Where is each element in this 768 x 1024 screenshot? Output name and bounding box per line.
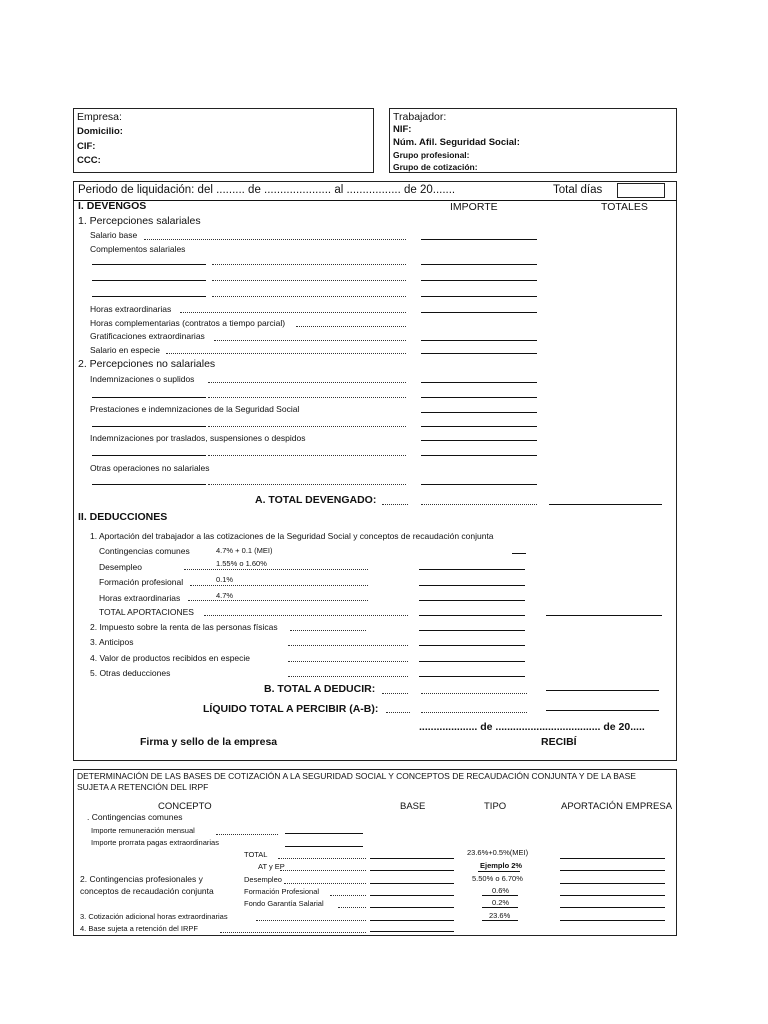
trabajador-label: Trabajador:: [393, 111, 447, 123]
bases-desempleo-label: Desempleo: [244, 875, 282, 884]
perc-no-salariales-heading: 2. Percepciones no salariales: [78, 358, 216, 370]
total-aport-dots: [204, 615, 408, 616]
bases-formacion-tipo: 0.6%: [492, 886, 510, 895]
total-deducir-total[interactable]: [546, 690, 659, 691]
total-deducir-dots-1: [382, 693, 408, 694]
total-devengado-dots-1: [382, 504, 408, 505]
bases-formacion-base[interactable]: [370, 895, 454, 896]
recibi-label: RECIBÍ: [541, 736, 577, 748]
at-ep-tipo-line: [478, 871, 520, 872]
total-aport-importe[interactable]: [419, 615, 525, 616]
horas-extra-label: Horas extraordinarias: [90, 304, 172, 314]
fogasa-label: Fondo Garantía Salarial: [244, 899, 324, 908]
gratificaciones-dots: [214, 340, 406, 341]
salario-especie-dots: [166, 353, 406, 354]
horas-comp-label: Horas complementarias (contratos a tiempo parcial): [90, 318, 286, 328]
formacion-label: Formación profesional: [99, 577, 184, 587]
cont-prof-label: 2. Contingencias profesionales y: [80, 874, 203, 884]
bases-formacion-aport[interactable]: [560, 895, 665, 896]
grupo-cot-label: Grupo de cotización:: [393, 162, 478, 172]
cot-adic-dots: [256, 920, 366, 921]
total-aport-label: TOTAL APORTACIONES: [99, 607, 194, 617]
empresa-box: [73, 108, 374, 173]
aportacion-empresa-heading: APORTACIÓN EMPRESA: [561, 801, 673, 812]
base-irpf-label: 4. Base sujeta a retención del IRPF: [80, 924, 198, 933]
tipo-heading: TIPO: [484, 801, 507, 812]
imp-prorrata-label: Importe prorrata pagas extraordinarias: [91, 838, 219, 847]
fecha-line: .................... de .................................... de 20.....: [419, 721, 645, 733]
totales-heading: TOTALES: [601, 201, 648, 213]
valor-prod-label: 4. Valor de productos recibidos en especie: [90, 653, 251, 663]
indem-traslados-dots-2: [208, 455, 406, 456]
otras-ded-label: 5. Otras deducciones: [90, 668, 171, 678]
complemento-2-importe[interactable]: [421, 280, 537, 281]
complemento-3-importe[interactable]: [421, 296, 537, 297]
liquido-total[interactable]: [546, 710, 659, 711]
total-aport-total[interactable]: [546, 615, 662, 616]
bases-total-tipo: 23.6%+0.5%(MEI): [467, 848, 529, 857]
salario-especie-importe[interactable]: [421, 353, 537, 354]
indemnizaciones-label: Indemnizaciones o suplidos: [90, 374, 195, 384]
fogasa-aport[interactable]: [560, 907, 665, 908]
cif-label: CIF:: [77, 141, 96, 152]
bases-formacion-label: Formación Profesional: [244, 887, 320, 896]
valor-prod-importe[interactable]: [419, 661, 525, 662]
bases-total-label: TOTAL: [244, 850, 268, 859]
cont-comunes-pct: 4.7% + 0.1 (MEI): [216, 546, 273, 555]
total-dias-label: Total días: [553, 184, 603, 196]
anticipos-importe[interactable]: [419, 645, 525, 646]
anticipos-dots: [288, 645, 408, 646]
fogasa-tipo: 0.2%: [492, 898, 510, 907]
gratificaciones-label: Gratificaciones extraordinarias: [90, 331, 205, 341]
bases-desempleo-aport[interactable]: [560, 883, 665, 884]
indemnizaciones-dots: [208, 382, 406, 383]
otras-op-label: Otras operaciones no salariales: [90, 463, 210, 473]
total-devengado-total[interactable]: [549, 504, 662, 505]
horas-ext-ded-importe[interactable]: [419, 600, 525, 601]
nif-label: NIF:: [393, 124, 412, 135]
devengos-heading: I. DEVENGOS: [78, 200, 147, 212]
domicilio-label: Domicilio:: [77, 126, 123, 137]
cot-adic-base[interactable]: [370, 920, 454, 921]
base-irpf-dots: [220, 932, 366, 933]
base-irpf-base[interactable]: [370, 931, 454, 932]
cot-adic-tipo: 23.6%: [489, 911, 511, 920]
salario-base-dots: [144, 239, 406, 240]
empresa-label: Empresa:: [77, 111, 122, 123]
liquido-dots-2: [421, 712, 527, 713]
bases-desempleo-dots: [284, 883, 366, 884]
indemnizaciones-name-2[interactable]: [92, 397, 206, 398]
bases-total-aport[interactable]: [560, 858, 665, 859]
indem-traslados-importe-2[interactable]: [421, 455, 537, 456]
aportacion-label: 1. Aportación del trabajador a las cotizaciones de la Seguridad Social y conceptos de recaudación conjunta: [90, 531, 494, 541]
indemnizaciones-importe-2[interactable]: [421, 397, 537, 398]
bases-box: [73, 769, 677, 936]
salario-base-importe[interactable]: [421, 239, 537, 240]
fogasa-dots: [338, 907, 366, 908]
ccc-label: CCC:: [77, 155, 101, 166]
otras-ded-dots: [288, 676, 408, 677]
imp-rem-input[interactable]: [285, 833, 363, 834]
bases-formacion-tipo-line: [482, 895, 518, 896]
at-ep-aport[interactable]: [560, 870, 665, 871]
indemnizaciones-importe[interactable]: [421, 382, 537, 383]
liquido-label: LÍQUIDO TOTAL A PERCIBIR (A-B):: [203, 703, 379, 715]
prestaciones-label: Prestaciones e indemnizaciones de la Seguridad Social: [90, 404, 300, 414]
bases-cont-comunes-label: . Contingencias comunes: [87, 812, 183, 822]
salario-base-label: Salario base: [90, 230, 138, 240]
complemento-1-name[interactable]: [92, 264, 206, 265]
total-dias-input[interactable]: [617, 183, 665, 198]
indem-traslados-label: Indemnizaciones por traslados, suspensiones o despidos: [90, 433, 306, 443]
imp-prorrata-input[interactable]: [285, 846, 363, 847]
valor-prod-dots: [288, 661, 408, 662]
otras-op-name-2[interactable]: [92, 484, 206, 485]
bases-titulo-1: DETERMINACIÓN DE LAS BASES DE COTIZACIÓN A LA SEGURIDAD SOCIAL Y CONCEPTOS DE RECAUDACIÓN CONJUNTA Y DE LA BASE: [77, 771, 636, 781]
complemento-1-dots: [212, 264, 406, 265]
prestaciones-importe[interactable]: [421, 412, 537, 413]
periodo-divider: [73, 200, 677, 201]
horas-comp-dots: [296, 326, 406, 327]
deducciones-heading: II. DEDUCCIONES: [78, 511, 168, 523]
salario-especie-label: Salario en especie: [90, 345, 160, 355]
total-deducir-dots-2: [421, 693, 527, 694]
imp-rem-dots: [216, 834, 278, 835]
formacion-pct: 0.1%: [216, 575, 234, 584]
fogasa-base[interactable]: [370, 907, 454, 908]
at-ep-base[interactable]: [370, 870, 454, 871]
periodo-text: Periodo de liquidación: del ......... de ..................... al ................. de 20.......: [78, 184, 456, 196]
conceptos-rec-label: conceptos de recaudación conjunta: [80, 886, 214, 896]
desempleo-dots: [184, 569, 368, 570]
irpf-label: 2. Impuesto sobre la renta de las personas físicas: [90, 622, 278, 632]
fogasa-tipo-line: [482, 907, 518, 908]
total-devengado-dots-2: [421, 504, 537, 505]
desempleo-importe[interactable]: [419, 569, 525, 570]
bases-desempleo-tipo: 5.50% o 6.70%: [472, 874, 523, 883]
imp-rem-label: Importe remuneración mensual: [91, 826, 195, 835]
bases-formacion-dots: [330, 895, 366, 896]
desempleo-pct: 1.55% o 1.60%: [216, 559, 267, 568]
complementos-label: Complementos salariales: [90, 244, 186, 254]
cont-comunes-label: Contingencias comunes: [99, 546, 190, 556]
concepto-heading: CONCEPTO: [158, 801, 212, 812]
complemento-3-dots: [212, 296, 406, 297]
grupo-prof-label: Grupo profesional:: [393, 150, 470, 160]
horas-extra-importe[interactable]: [421, 312, 537, 313]
complemento-3-name[interactable]: [92, 296, 206, 297]
base-heading: BASE: [400, 801, 426, 812]
desempleo-label: Desempleo: [99, 562, 142, 572]
formacion-dots: [190, 585, 368, 586]
horas-ext-ded-label: Horas extraordinarias: [99, 593, 181, 603]
otras-op-importe-2[interactable]: [421, 484, 537, 485]
indem-traslados-importe[interactable]: [421, 440, 537, 441]
irpf-dots: [290, 630, 366, 631]
horas-ext-ded-pct: 4.7%: [216, 591, 234, 600]
prestaciones-name-2[interactable]: [92, 426, 206, 427]
firma-label: Firma y sello de la empresa: [140, 736, 278, 748]
at-ep-dots: [280, 870, 366, 871]
bases-titulo-2: SUJETA A RETENCIÓN DEL IRPF: [77, 782, 209, 792]
bases-desempleo-base[interactable]: [370, 883, 454, 884]
gratificaciones-importe[interactable]: [421, 340, 537, 341]
cot-adic-aport[interactable]: [560, 920, 665, 921]
bases-total-dots: [278, 858, 366, 859]
indem-traslados-name-2[interactable]: [92, 455, 206, 456]
otras-op-dots-2: [208, 484, 406, 485]
total-deducir-label: B. TOTAL A DEDUCIR:: [264, 683, 376, 695]
complemento-2-dots: [212, 280, 406, 281]
cont-comunes-importe[interactable]: [512, 553, 526, 554]
formacion-importe[interactable]: [419, 585, 525, 586]
anticipos-label: 3. Anticipos: [90, 637, 134, 647]
prestaciones-importe-2[interactable]: [421, 426, 537, 427]
importe-heading: IMPORTE: [450, 201, 498, 213]
otras-ded-importe[interactable]: [419, 676, 525, 677]
liquido-dots-1: [386, 712, 410, 713]
num-afil-label: Núm. Afil. Seguridad Social:: [393, 137, 520, 148]
horas-ext-ded-dots: [188, 600, 368, 601]
prestaciones-dots-2: [208, 426, 406, 427]
bases-total-base[interactable]: [370, 858, 454, 859]
perc-salariales-heading: 1. Percepciones salariales: [78, 215, 201, 227]
trabajador-box: [389, 108, 677, 173]
at-ep-tipo: Ejemplo 2%: [480, 861, 523, 870]
cot-adic-tipo-line: [482, 920, 518, 921]
cot-adic-label: 3. Cotización adicional horas extraordinarias: [80, 912, 228, 921]
complemento-1-importe[interactable]: [421, 264, 537, 265]
complemento-2-name[interactable]: [92, 280, 206, 281]
total-devengado-label: A. TOTAL DEVENGADO:: [255, 494, 377, 506]
at-ep-label: AT y EP: [258, 862, 285, 871]
horas-extra-dots: [180, 312, 406, 313]
irpf-importe[interactable]: [419, 630, 525, 631]
indemnizaciones-dots-2: [208, 397, 406, 398]
